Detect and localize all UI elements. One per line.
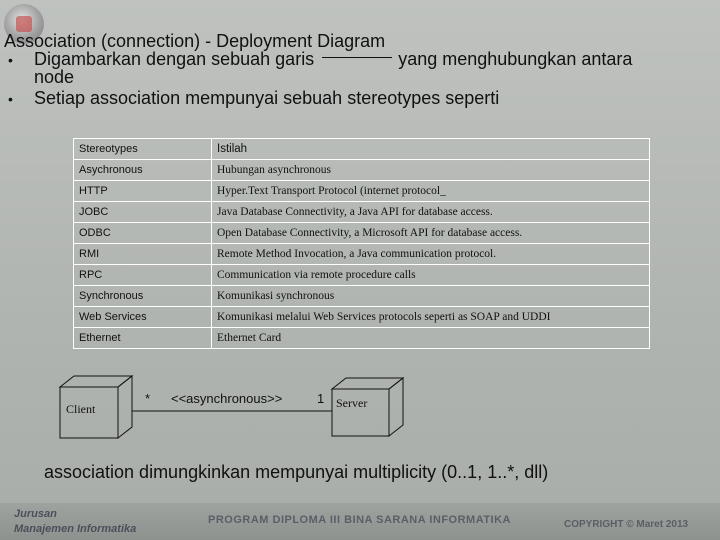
footer-program: PROGRAM DIPLOMA III BINA SARANA INFORMATIKA <box>208 514 512 526</box>
table-row <box>74 223 650 244</box>
stereotype-cell: RPC <box>74 265 212 286</box>
bullet-dot-icon: • <box>8 91 13 108</box>
header-istilah: Istilah <box>212 139 650 160</box>
table-row <box>74 307 650 328</box>
footer-department <box>14 507 136 537</box>
istilah-cell: Remote Method Invocation, a Java communication protocol. <box>212 244 650 265</box>
table-row <box>74 160 650 181</box>
istilah-cell: Hubungan asynchronous <box>212 160 650 181</box>
stereotypes-table <box>73 138 650 349</box>
istilah-cell: Komunikasi synchronous <box>212 286 650 307</box>
multiplicity-caption: association dimungkinkan mempunyai multiplicity (0..1, 1..*, dll) <box>44 462 549 482</box>
table-row <box>74 286 650 307</box>
association-line-example <box>322 57 392 58</box>
table-row <box>74 181 650 202</box>
table-row <box>74 244 650 265</box>
server-multiplicity: 1 <box>317 391 325 406</box>
table-row <box>74 328 650 349</box>
stereotype-cell: Web Services <box>74 307 212 328</box>
bullet-2 <box>8 88 499 109</box>
bullet-2-text: Setiap association mempunyai sebuah stereotypes seperti <box>34 88 500 108</box>
stereotype-cell: HTTP <box>74 181 212 202</box>
slide-title: Association (connection) - Deployment Diagram <box>4 31 386 51</box>
table-row <box>74 202 650 223</box>
bullet-1-text-after: yang menghubungkan antara <box>398 49 633 69</box>
istilah-cell: Komunikasi melalui Web Services protocols seperti as SOAP and UDDI <box>212 307 650 328</box>
footer-department-line1: Jurusan <box>14 508 57 520</box>
stereotype-cell: Asychronous <box>74 160 212 181</box>
footer-copyright: COPYRIGHT © Maret 2013 <box>564 519 689 530</box>
istilah-cell: Communication via remote procedure calls <box>212 265 650 286</box>
bullet-1-continuation: node <box>34 67 75 87</box>
stereotype-cell: JOBC <box>74 202 212 223</box>
stereotype-cell: RMI <box>74 244 212 265</box>
logo-emblem-icon <box>16 16 32 32</box>
stereotype-cell: Synchronous <box>74 286 212 307</box>
footer-department-line2: Manajemen Informatika <box>14 523 137 535</box>
client-label: Client <box>66 402 96 416</box>
association-stereotype-label: <<asynchronous>> <box>171 391 283 406</box>
client-multiplicity: * <box>145 391 151 406</box>
istilah-cell: Ethernet Card <box>212 328 650 349</box>
table-header-row <box>74 139 650 160</box>
bullet-1-text-before: Digambarkan dengan sebuah garis <box>34 49 315 69</box>
header-stereotypes: Stereotypes <box>74 139 212 160</box>
stereotype-cell: ODBC <box>74 223 212 244</box>
istilah-cell: Hyper.Text Transport Protocol (internet protocol_ <box>212 181 650 202</box>
server-label: Server <box>336 396 368 410</box>
table-row <box>74 265 650 286</box>
istilah-cell: Open Database Connectivity, a Microsoft API for database access. <box>212 223 650 244</box>
bullet-dot-icon: • <box>8 52 13 69</box>
bullet-1 <box>8 49 632 70</box>
istilah-cell: Java Database Connectivity, a Java API for database access. <box>212 202 650 223</box>
stereotype-cell: Ethernet <box>74 328 212 349</box>
